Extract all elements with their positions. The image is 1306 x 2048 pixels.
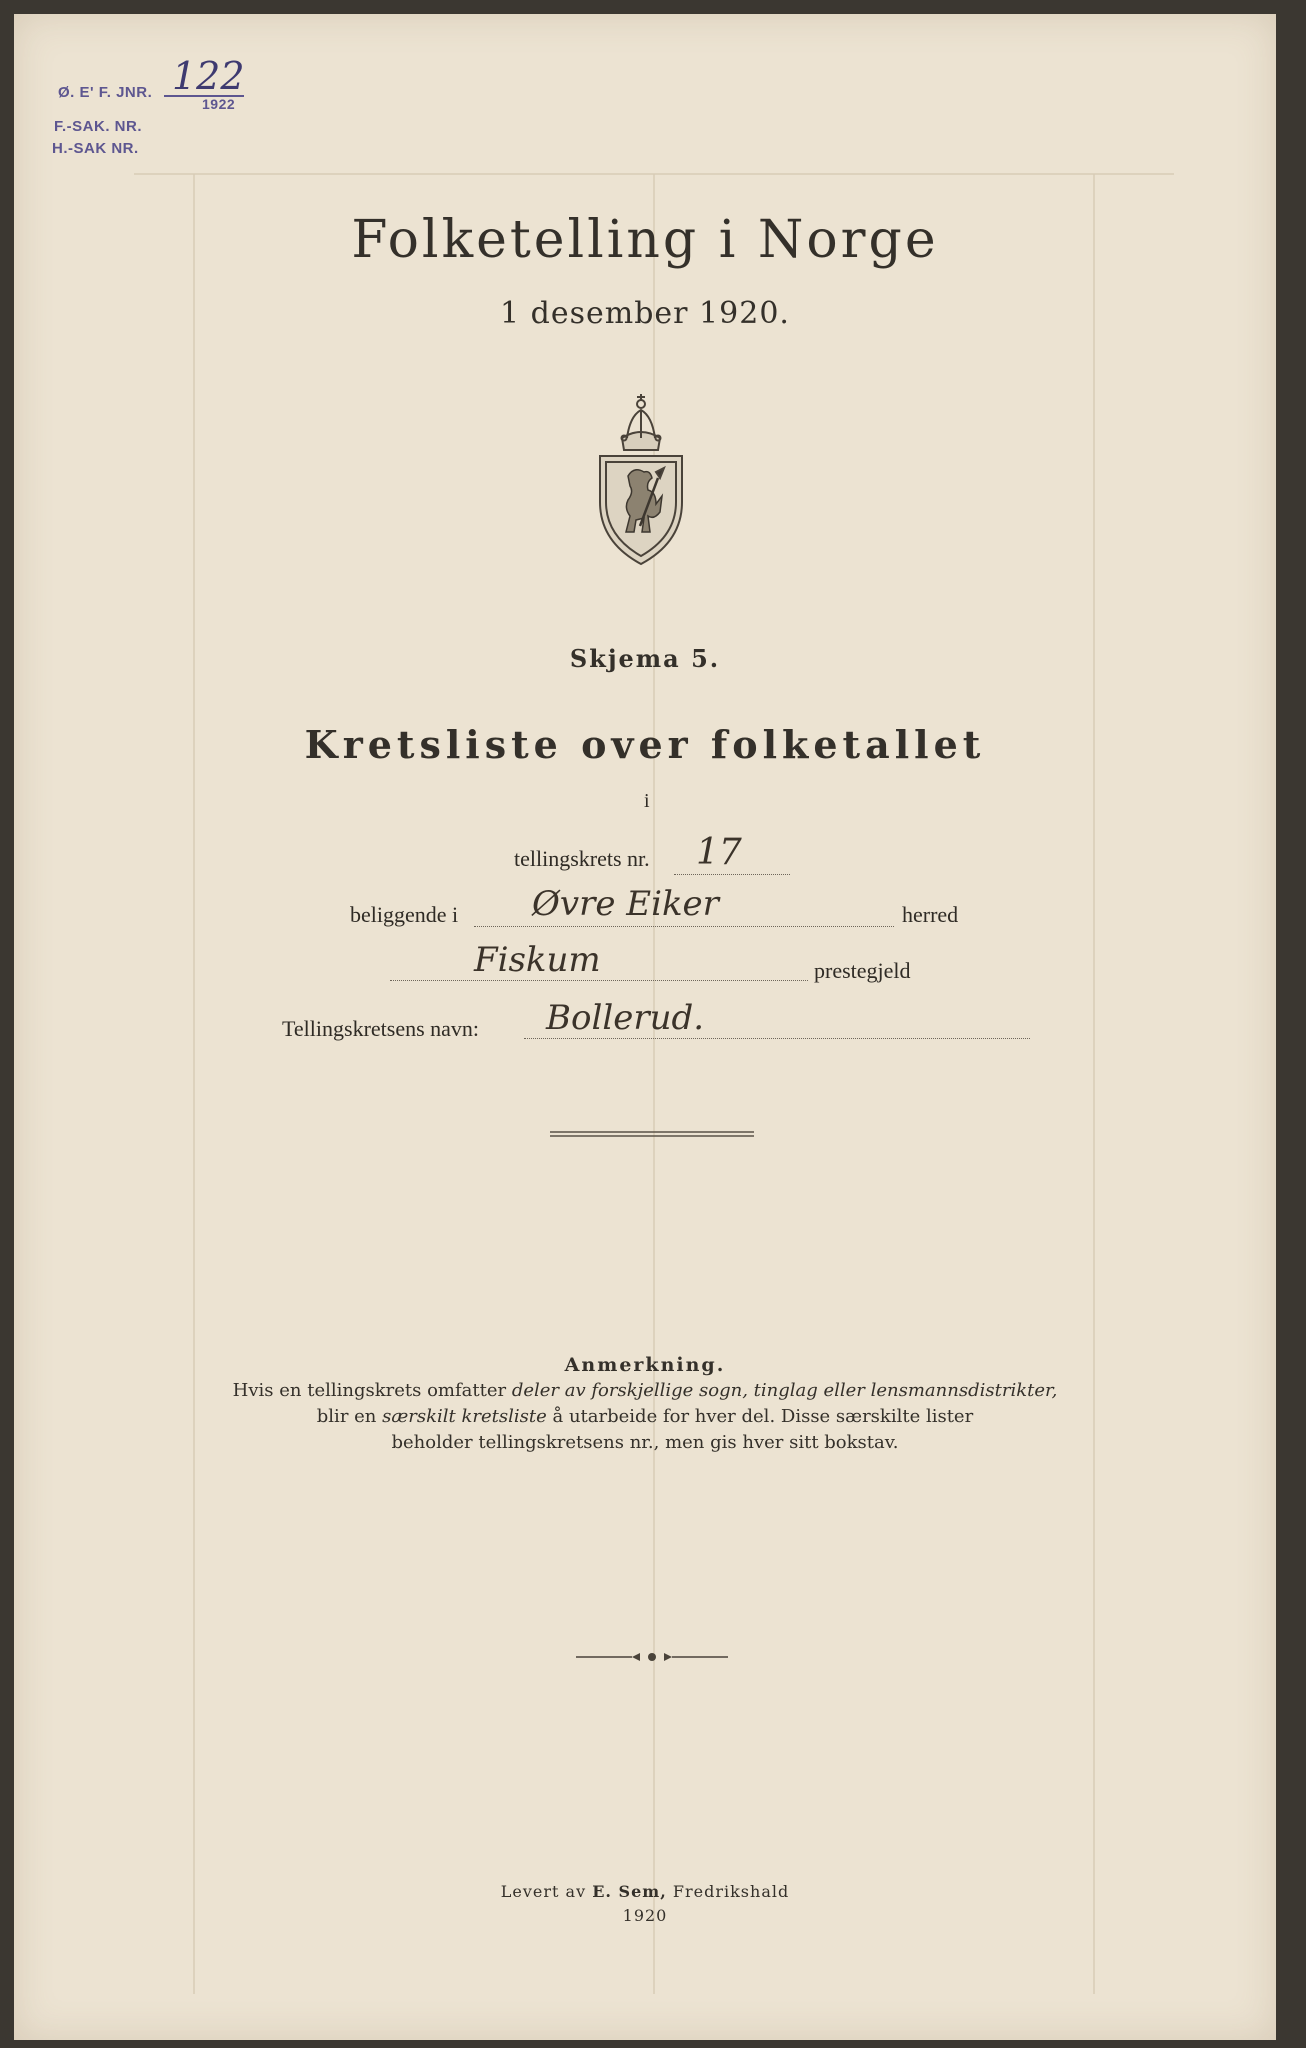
krets-label: tellingskrets nr. xyxy=(514,846,650,871)
schema-number: Skjema 5. xyxy=(569,644,721,673)
note-line-2-emphasis: særskilt kretsliste xyxy=(382,1406,547,1427)
note-line-1-emphasis: deler av forskjellige sogn, tinglag eller lensmannsdistrikter, xyxy=(511,1380,1058,1401)
prestegjeld-label: prestegjeld xyxy=(814,958,911,983)
herred-label: herred xyxy=(902,902,959,927)
krets-value: 17 xyxy=(696,832,742,873)
note-line-3: beholder tellingskretsens nr., men gis hver sitt bokstav. xyxy=(391,1432,899,1453)
note-line-1 xyxy=(14,1380,1276,1401)
i-label: i xyxy=(644,790,650,812)
census-form-page xyxy=(14,14,1276,2040)
stamp-jnr-label: Ø. E' F. JNR. xyxy=(58,84,153,101)
note-line-2-text-c: å utarbeide for hver del. Disse særskilte lister xyxy=(546,1406,974,1427)
navn-label: Tellingskretsens navn: xyxy=(282,1016,480,1041)
krets-field-line xyxy=(674,874,790,875)
coat-of-arms-icon xyxy=(594,392,688,568)
note-line-2 xyxy=(14,1406,1276,1427)
printer-name: E. Sem, xyxy=(592,1882,667,1901)
prestegjeld-field-line xyxy=(390,980,808,981)
note-line-2-text-a: blir en xyxy=(316,1406,383,1427)
printer-place: Fredrikshald xyxy=(666,1882,790,1901)
beliggende-label: beliggende i xyxy=(350,902,459,927)
note-title: Anmerkning. xyxy=(564,1354,726,1376)
form-heading: Kretsliste over folketallet xyxy=(304,722,986,767)
census-date: 1 desember 1920. xyxy=(500,296,790,331)
double-rule-divider xyxy=(550,1130,754,1138)
stamp-jnr-value: 122 xyxy=(172,54,245,98)
printer-year: 1920 xyxy=(622,1906,668,1925)
note-line-1-text: Hvis en tellingskrets omfatter xyxy=(232,1380,512,1401)
herred-value: Øvre Eiker xyxy=(532,884,719,924)
navn-field-line xyxy=(524,1038,1030,1039)
navn-value: Bollerud. xyxy=(546,998,705,1038)
ornament-divider xyxy=(576,1650,728,1664)
stamp-fsak-label: F.-SAK. NR. xyxy=(54,118,142,135)
printer-prefix: Levert av xyxy=(500,1882,593,1901)
herred-field-line xyxy=(474,926,894,927)
stamp-hsak-label: H.-SAK NR. xyxy=(52,140,139,157)
page-title: Folketelling i Norge xyxy=(351,210,939,270)
prestegjeld-value: Fiskum xyxy=(474,940,601,980)
stamp-jnr-year: 1922 xyxy=(202,96,236,112)
printer-imprint xyxy=(14,1882,1276,1901)
